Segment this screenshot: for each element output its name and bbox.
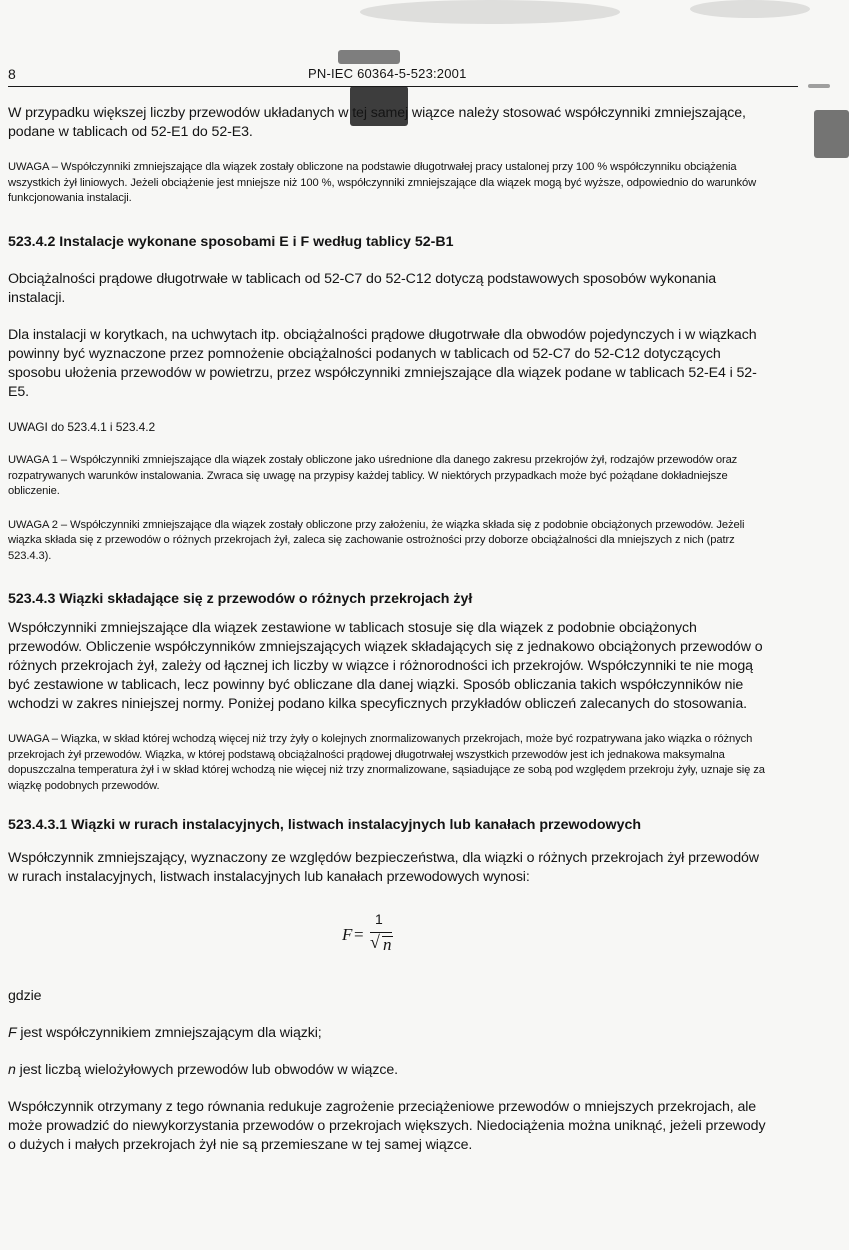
formula-equals: =	[354, 925, 364, 944]
paragraph: Współczynnik zmniejszający, wyznaczony ze względów bezpieczeństwa, dla wiązki o różnych przekrojach żył przewodów w rurach instalacyjnych, listwach instalacyjnych lub kanałach przewodowych wynosi:	[8, 850, 759, 885]
scan-blot	[338, 50, 400, 64]
standard-id: PN-IEC 60364-5-523:2001	[308, 66, 467, 81]
paragraph: Współczynniki zmniejszające dla wiązek zestawione w tablicach stosuje się dla wiązek z podobnie obciążonych przewodów. Obliczenie współczynników zmniejszających wiązek składających się z jednakowo obciążonych przewodów o różnych przekrojach żył, zależy od łącznej ich liczby w wiązce i różnorodności ich przekrojów. Współczynniki te nie mogą być zestawione w tablicach, lecz powinny być obliczane dla danej wiązki. Sposób obliczania takich współczynników nie wchodzi w zakres niniejszej normy. Poniżej podano kilka specyficznych przykładów obliczeń zalecanych do stosowania.	[8, 620, 763, 712]
note: UWAGA – Współczynniki zmniejszające dla wiązek zostały obliczone na podstawie długotrwałej pracy ustalonej przy 100 % współczynniku obciążenia wszystkich żył liniowych. Jeżeli obciążenie jest mniejsze niż 100 %, współczynniki zmniejszające dla wiązek mogą być wyższe, odpowiednio do warunków funkcjonowania instalacji.	[8, 161, 757, 204]
scan-speckle	[360, 0, 620, 24]
root-sign: √	[370, 932, 380, 952]
paragraph: Współczynnik otrzymany z tego równania redukuje zagrożenie przeciążeniowe przewodów o mniejszych przekrojach, ale może prowadzić do niewykorzystania przewodów o przekrojach większych. Niedociążenia można uniknąć, jeżeli przewody o dużych i małych przekrojach żył nie są przemieszane w tej samej wiązce.	[8, 1099, 766, 1153]
page-header	[8, 64, 798, 87]
paragraph: W przypadku większej liczby przewodów układanych w tej samej wiązce należy stosować współczynniki zmniejszające, podane w tablicach od 52-E1 do 52-E3.	[8, 105, 746, 140]
formula	[8, 909, 766, 969]
note: UWAGA 1 – Współczynniki zmniejszające dla wiązek zostały obliczone jako uśrednione dla danego zakresu przekrojów żył, rodzajów przewodów oraz rozpatrywanych warunków instalowania. Zwraca się uwagę na przypisy każdej tablicy. W niektórych przypadkach może być pożądane dokładniejsze obliczenie.	[8, 454, 738, 497]
note: UWAGA – Wiązka, w skład której wchodzą więcej niż trzy żyły o kolejnych znormalizowanych przekrojach, może być rozpatrywana jako wiązka o różnych przekrojach żył przewodów. Wiązka, w której podstawą obciążalności prądowej długotrwałej wszystkich przewodów jest ich jednakowa maksymalna dopuszczalna temperatura żył i w skład której wchodzą nie więcej niż trzy znormalizowane, sąsiadujące ze sobą pod względem przekroju żyły, uznaje się za wiązkę podobnych przewodów.	[8, 733, 765, 792]
definition-symbol: F	[8, 1025, 17, 1041]
page-number: 8	[8, 66, 16, 82]
note: UWAGA 2 – Współczynniki zmniejszające dla wiązek zostały obliczone przy założeniu, że wiązka składa się z podobnie obciążonych przewodów. Jeżeli wiązka składa się z przewodów o różnych przekrojach żył, zaleca się zachowanie ostrożności przy doborze obciążalności dla mniejszych z nich (patrz 523.4.3).	[8, 518, 745, 562]
formula-lhs: F	[342, 925, 353, 944]
section-heading: 523.4.2 Instalacje wykonane sposobami E i F według tablicy 52-B1	[8, 233, 454, 250]
scan-speckle	[690, 0, 810, 18]
formula-numerator: 1	[375, 911, 383, 927]
section-heading: 523.4.3 Wiązki składające się z przewodów o różnych przekrojach żył	[8, 591, 473, 607]
scan-edge-mark	[814, 110, 849, 158]
paragraph: Dla instalacji w korytkach, na uchwytach itp. obciążalności prądowe długotrwałe dla obwodów pojedynczych i w wiązkach powinny być wyznaczone przez pomnożenie obciążalności podanych w tablicach od 52-C7 do 52-C12 dotyczących sposobu ułożenia przewodów w powietrzu, przez współczynniki zmniejszające dla wiązek podane w tablicach 52-E4 i 52-E5.	[8, 326, 757, 400]
page-content	[8, 100, 766, 1155]
definition-f	[8, 1024, 766, 1043]
definition-symbol: n	[8, 1062, 16, 1078]
definition-text: jest współczynnikiem zmniejszającym dla wiązki;	[20, 1025, 322, 1041]
definition-text: jest liczbą wielożyłowych przewodów lub obwodów w wiązce.	[19, 1062, 398, 1078]
definition-n	[8, 1061, 766, 1080]
section-heading: 523.4.3.1 Wiązki w rurach instalacyjnych, listwach instalacyjnych lub kanałach przewodowych	[8, 817, 642, 833]
where-label: gdzie	[8, 988, 42, 1004]
formula-radicand: n	[383, 935, 392, 954]
paragraph: Obciążalności prądowe długotrwałe w tablicach od 52-C7 do 52-C12 dotyczą podstawowych sposobów wykonania instalacji.	[8, 270, 717, 306]
notes-label: UWAGI do 523.4.1 i 523.4.2	[8, 419, 156, 434]
scan-edge-mark	[808, 84, 830, 88]
